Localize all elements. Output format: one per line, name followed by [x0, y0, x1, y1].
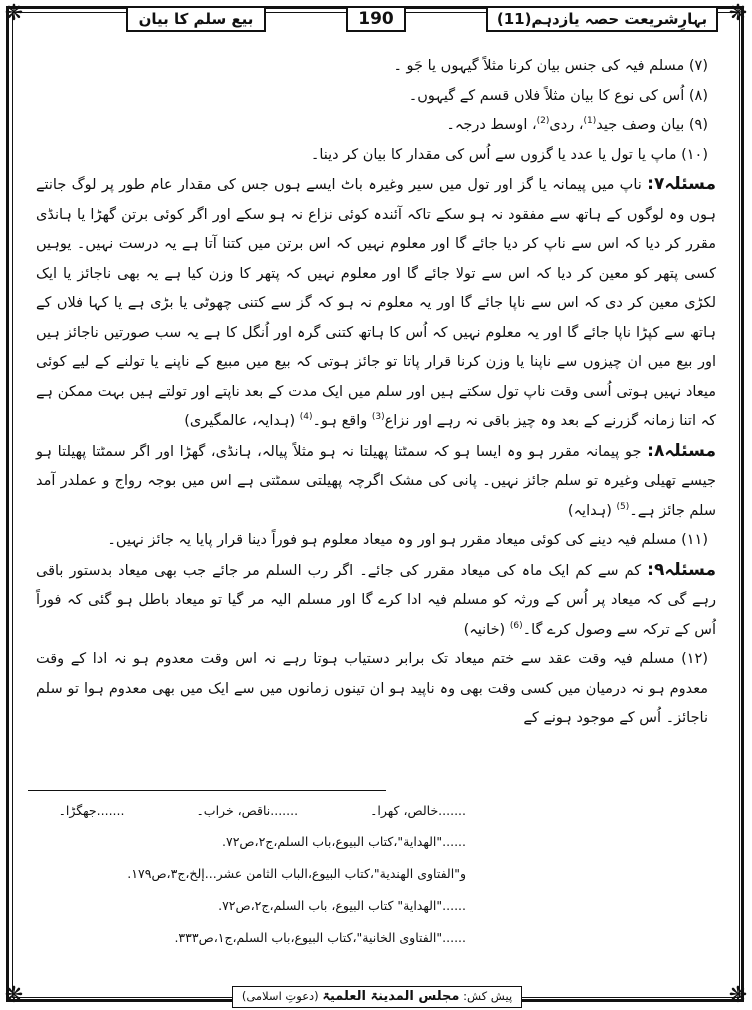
condition-item-12: (۱۲) مسلم فیہ وقت عقد سے ختم میعاد تک برابر دستیاب ہوتا رہے نہ اس وقت معدوم ہو نہ ادا کے وقت معدوم ہو نہ درمیان میں کسی وقت بھی وہ ناپید ہو ان تینوں زمانوں میں سے ایک میں بھی معدوم ہوا تو سلم ناجائز۔ اُس کے موجود ہونے کے [36, 651, 708, 726]
masala-8-text: جو پیمانہ مقرر ہو وہ ایسا ہو کہ سمٹتا پھیلتا نہ ہو مثلاً پیالہ، ہانڈی، گھڑا اور اگر سمٹتا پھیلتا ہو جیسے تھیلی وغیرہ تو سلم جائز نہیں۔ پانی کی مشک اگرچہ پھیلتی سمٹتی ہے اس میں بوجہ رواج و عملدر آمد سلم جائز ہے۔ [36, 443, 716, 519]
item9-mid: ، ردی [549, 117, 584, 133]
publisher-name: مجلس المدینۃ العلمیۃ [322, 989, 460, 1004]
footnotes [36, 796, 716, 954]
masala-7 [36, 170, 716, 437]
condition-item-9 [36, 111, 716, 141]
masala-9-text: کم سے کم ایک ماہ کی میعاد مقرر کی جائے۔ اگر رب السلم مر جائے جب بھی میعاد بدستور باقی رہے گی کہ میعاد پر اُس کے ورثہ کو مسلم فیہ ادا کرے گا اور مسلم الیہ مر گیا تو میعاد باطل ہو گئی کہ فوراً اُس کے ترکہ سے وصول کرے گا۔ [36, 562, 716, 638]
footnote-ref: (5) [616, 501, 630, 512]
masala-9 [36, 556, 716, 646]
glossary-item: .......جھگڑا۔ [58, 803, 125, 818]
condition-item-10: (۱۰) ماپ یا تول یا عدد یا گزوں سے اُس کی مقدار کا بیان کر دینا۔ [310, 146, 708, 163]
masala-9-label: مسئلہ۹: [647, 559, 716, 580]
glossary-item: .......خالص، کھرا۔ [370, 803, 466, 818]
footnote-ref: (4) [299, 412, 313, 423]
condition-item-8: (۸) اُس کی نوع کا بیان مثلاً فلاں قسم کے گیہوں۔ [408, 87, 708, 104]
page-header [34, 6, 718, 36]
chapter-title: بیع سلم کا بیان [126, 6, 266, 32]
footnote-line: ......"الهداية" كتاب البيوع، باب السلم،ج٢،ص٧٢. [218, 898, 466, 913]
masala-7-text-b: واقع ہو۔ [312, 413, 368, 429]
page-number: 190 [346, 6, 406, 32]
page-body [36, 52, 716, 734]
masala-7-label: مسئلہ۷: [647, 174, 716, 194]
footnote-line: و"الفتاوى الهندية"،كتاب البيوع،الباب الثامن عشر...إلخ،ج٣،ص١٧٩. [127, 866, 466, 881]
footnote-ref: (6) [509, 620, 523, 631]
item9-lead: (۹) بیان وصف جید [596, 117, 708, 133]
corner-ornament-icon: ❋ [728, 1, 748, 26]
footnote-ref: (3) [371, 412, 385, 423]
corner-ornament-icon: ❋ [728, 983, 748, 1008]
glossary-item: .......ناقص، خراب۔ [196, 803, 299, 818]
footnote-ref: (1) [583, 116, 597, 127]
masala-7-source: (ہدایہ، عالمگیری) [184, 413, 296, 429]
footnote-divider [28, 790, 386, 791]
book-title: بہارِشریعت حصہ یازدہم(11) [486, 6, 718, 32]
condition-item-11: (۱۱) مسلم فیہ دینے کی کوئی میعاد مقرر ہو اور وہ میعاد معلوم ہو فوراً دینا قرار پایا یہ جائز نہیں۔ [107, 532, 708, 548]
corner-ornament-icon: ❋ [4, 1, 24, 26]
corner-ornament-icon: ❋ [4, 983, 24, 1008]
publisher-org: (دعوتِ اسلامی) [241, 989, 319, 1003]
footnote-line: ......"الهداية"،كتاب البيوع،باب السلم،ج٢،ص٧٢. [222, 834, 466, 849]
footnote-ref: (2) [536, 116, 550, 127]
masala-8 [36, 437, 716, 527]
masala-7-text: ناپ میں پیمانہ یا گز اور تول میں سیر وغیرہ باٹ ایسے ہوں جس کی مقدار عام طور پر لوگ جانتے ہوں وہ لوگوں کے ہاتھ سے مفقود نہ ہو سکے تاکہ آئندہ کوئی نزاع نہ ہو سکے اور اگر کوئی برتن گھڑا یا ہانڈی مقرر کر دیا کہ اس سے ناپ کر دیا جائے گا اور معلوم نہیں کہ اس برتن میں کتنا آتا ہے یہ درست نہیں۔ یوہیں کسی پتھر کو معین کر دیا کہ اس سے تولا جائے گا اور معلوم نہیں کہ پتھر کا وزن کیا ہے یہ بھی ناجائز یا ایک لکڑی معین کر دی کہ اس سے ناپا جائے گا اور یہ معلوم نہ ہو کہ گز سے کتنی چھوٹی یا بڑی ہے یا کہا فلاں کے ہاتھ سے کپڑا ناپا جائے گا اور یہ معلوم نہیں کہ اُس کا ہاتھ کتنی گرہ اور اُنگل کا ہے یہ سب صورتیں ناجائز ہیں اور بیع میں ان چیزوں سے ناپنا یا وزن کرنا قرار پاتا تو جائز ہوتی کہ بیع میں مبیع کے ناپنے یا تولنے کے لیے کوئی میعاد نہیں ہوتی اُسی وقت ناپ تول سکتے ہیں اور سلم میں ایک مدت کے بعد ناپتے اور تولتے ہیں بہت ممکن ہے کہ اتنا زمانہ گزرنے کے بعد وہ چیز باقی نہ رہے اور نزاع [36, 177, 716, 429]
footnote-line: ......"الفتاوى الخانية"،كتاب البيوع،باب السلم،ج١،ص٣٣٣. [174, 930, 466, 945]
masala-8-source: (ہدایہ) [567, 502, 612, 519]
glossary-row [36, 796, 716, 826]
item9-tail: ، اوسط درجہ۔ [446, 117, 537, 133]
masala-9-source: (خانیہ) [463, 621, 506, 638]
condition-item-7: (۷) مسلم فیہ کی جنس بیان کرنا مثلاً گیہوں یا جَو ۔ [393, 58, 708, 74]
masala-8-label: مسئلہ۸: [647, 440, 717, 461]
publisher-footer [232, 986, 522, 1008]
footer-prefix: پیش کش: [463, 989, 513, 1003]
